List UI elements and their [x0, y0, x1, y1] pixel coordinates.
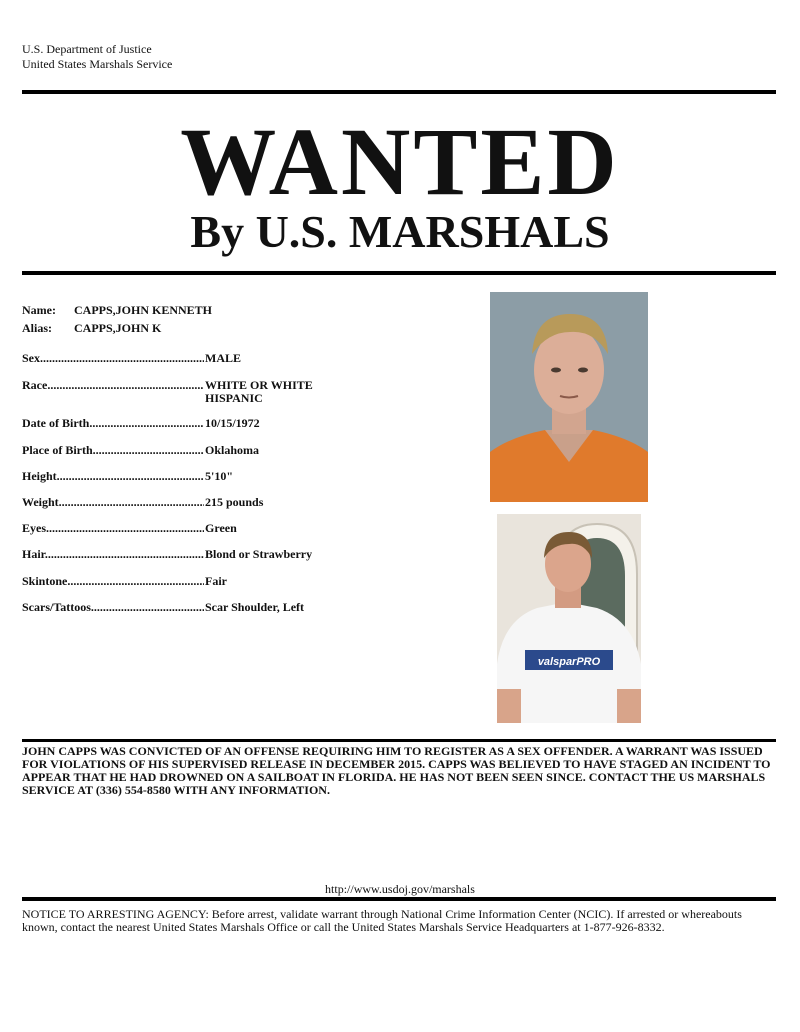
- alias-line: [22, 319, 212, 337]
- detail-label: Date of Birth .....: [22, 417, 204, 430]
- mugshot-illustration: [490, 292, 648, 502]
- detail-label: Skintone .....: [22, 575, 204, 588]
- subject-name: CAPPS,JOHN KENNETH: [74, 303, 213, 317]
- header-bottom-rule: [22, 271, 776, 275]
- detail-value: Oklahoma: [205, 443, 260, 457]
- footer-rule: [22, 897, 776, 901]
- alias-label: Alias:: [22, 321, 52, 335]
- agency-heading: [22, 42, 172, 72]
- subject-alias: CAPPS,JOHN K: [74, 321, 162, 335]
- detail-label: Race .....: [22, 379, 204, 392]
- second-photo: [497, 514, 641, 723]
- wanted-subtitle: By U.S. MARSHALS: [190, 206, 610, 257]
- detail-label: Scars/Tattoos .....: [22, 601, 204, 614]
- detail-value: Scar Shoulder, Left: [205, 600, 305, 614]
- second-photo-illustration: [497, 514, 641, 723]
- left-arm: [497, 689, 521, 723]
- detail-value: Fair: [205, 574, 227, 588]
- name-line: [22, 301, 212, 319]
- agency-line-usms: United States Marshals Service: [22, 57, 173, 71]
- marshals-url[interactable]: http://www.usdoj.gov/marshals: [325, 882, 475, 896]
- right-arm: [617, 689, 641, 723]
- detail-value: 5'10": [205, 469, 233, 483]
- case-description: JOHN CAPPS WAS CONVICTED OF AN OFFENSE REQUIRING HIM TO REGISTER AS A SEX OFFENDER. A WARRANT WAS ISSUED FOR VIOLATIONS OF HIS SUPERVISED RELEASE IN DECEMBER 2015. CAPPS WAS BELIEVED TO HAVE STAGED AN INCIDENT TO APPEAR THAT HE HAD DROWNED ON A SAILBOAT IN FLORIDA. HE HAS NOT BEEN SEEN SINCE. CONTACT THE US MARSHALS SERVICE AT (336) 554-8580 WITH ANY INFORMATION.: [22, 744, 771, 797]
- arresting-agency-notice: NOTICE TO ARRESTING AGENCY: Before arrest, validate warrant through National Crime Information Center (NCIC). If arrested or whereabouts known, contact the nearest United States Marshals Office or call the United States Marshals Service Headquarters at 1-877-926-8332.: [22, 907, 742, 934]
- detail-value: WHITE OR WHITE HISPANIC: [205, 378, 313, 405]
- detail-label: Height .....: [22, 470, 204, 483]
- name-label: Name:: [22, 303, 56, 317]
- detail-value: MALE: [205, 351, 241, 365]
- detail-value: 10/15/1972: [205, 416, 260, 430]
- detail-value: Blond or Strawberry: [205, 547, 313, 561]
- detail-label: Weight .....: [22, 496, 204, 509]
- left-eye: [551, 368, 561, 373]
- wanted-title: WANTED: [180, 108, 620, 215]
- detail-label: Place of Birth .....: [22, 444, 204, 457]
- mugshot-photo: [490, 292, 648, 502]
- subject-names: [22, 301, 212, 337]
- detail-label: Hair .....: [22, 548, 204, 561]
- description-top-rule: [22, 739, 776, 742]
- detail-label: Eyes .....: [22, 522, 204, 535]
- shirt-logo-text: valsparPRO: [537, 656, 601, 668]
- top-rule: [22, 90, 776, 94]
- detail-label: Sex .....: [22, 352, 204, 365]
- detail-value: Green: [205, 521, 237, 535]
- agency-line-doj: U.S. Department of Justice: [22, 42, 152, 56]
- detail-value: 215 pounds: [205, 495, 264, 509]
- right-eye: [578, 368, 588, 373]
